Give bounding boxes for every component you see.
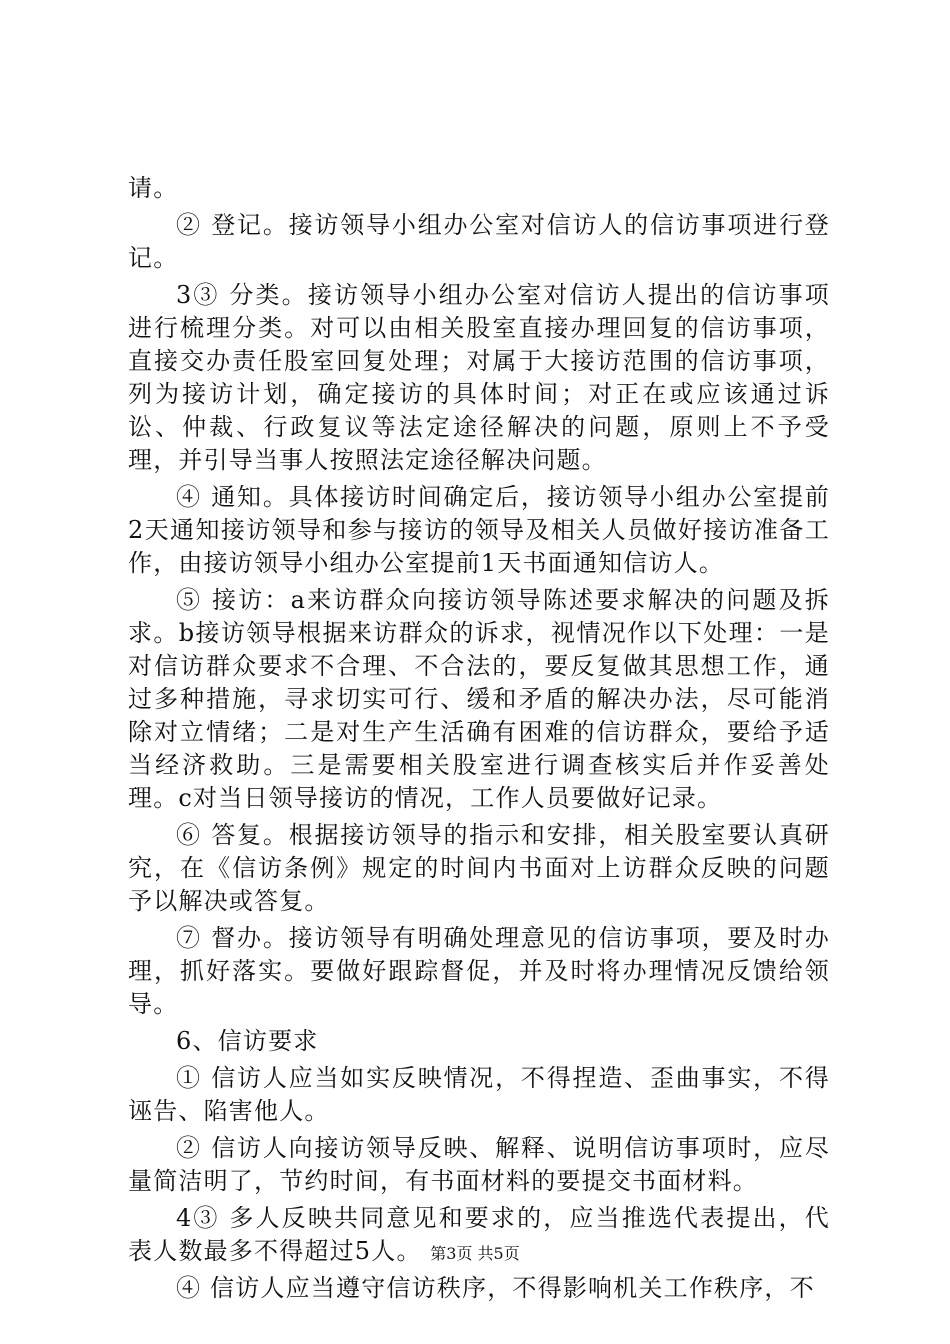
paragraph-classification: 3③ 分类。接访领导小组办公室对信访人提出的信访事项进行梳理分类。对可以由相关股室直接办理回复的信访事项，直接交办责任股室回复处理；对属于大接访范围的信访事项，列为接访计划，确定接访的具体时间；对正在或应该通过诉讼、仲裁、行政复议等法定途径解决的问题，原则上不予受理，并引导当事人按照法定途径解决问题。	[128, 281, 830, 474]
paragraph-requirement-2: ② 信访人向接访领导反映、解释、说明信访事项时，应尽量简洁明了，节约时间，有书面材料的要提交书面材料。	[128, 1134, 830, 1195]
paragraph-requirement-1: ① 信访人应当如实反映情况，不得捏造、歪曲事实，不得诬告、陷害他人。	[128, 1064, 830, 1125]
page-number-footer: 第3页 共5页	[430, 1244, 520, 1263]
paragraph-continuation: 请。	[128, 174, 179, 202]
paragraph-supervision: ⑦ 督办。接访领导有明确处理意见的信访事项，要及时办理，抓好落实。要做好跟踪督促，并及时将办理情况反馈给领导。	[128, 924, 830, 1018]
paragraph-requirement-3: 4③ 多人反映共同意见和要求的，应当推选代表提出，代表人数最多不得超过5人。	[128, 1204, 830, 1265]
section-heading-requirements: 6、信访要求	[176, 1027, 319, 1055]
paragraph-requirement-4: ④ 信访人应当遵守信访秩序，不得影响机关工作秩序，不	[176, 1274, 815, 1302]
document-body	[128, 172, 830, 1309]
paragraph-reply: ⑥ 答复。根据接访领导的指示和安排，相关股室要认真研究，在《信访条例》规定的时间内书面对上访群众反映的问题予以解决或答复。	[128, 821, 830, 915]
paragraph-notification: ④ 通知。具体接访时间确定后，接访领导小组办公室提前2天通知接访领导和参与接访的领导及相关人员做好接访准备工作，由接访领导小组办公室提前1天书面通知信访人。	[128, 483, 830, 577]
paragraph-registration: ② 登记。接访领导小组办公室对信访人的信访事项进行登记。	[128, 211, 830, 272]
paragraph-reception: ⑤ 接访：a来访群众向接访领导陈述要求解决的问题及拆求。b接访领导根据来访群众的诉求，视情况作以下处理：一是对信访群众要求不合理、不合法的，要反复做其思想工作，通过多种措施，寻求切实可行、缓和矛盾的解决办法，尽可能消除对立情绪；二是对生产生活确有困难的信访群众，要给予适当经济救助。三是需要相关股室进行调查核实后并作妥善处理。c对当日领导接访的情况，工作人员要做好记录。	[128, 586, 830, 812]
